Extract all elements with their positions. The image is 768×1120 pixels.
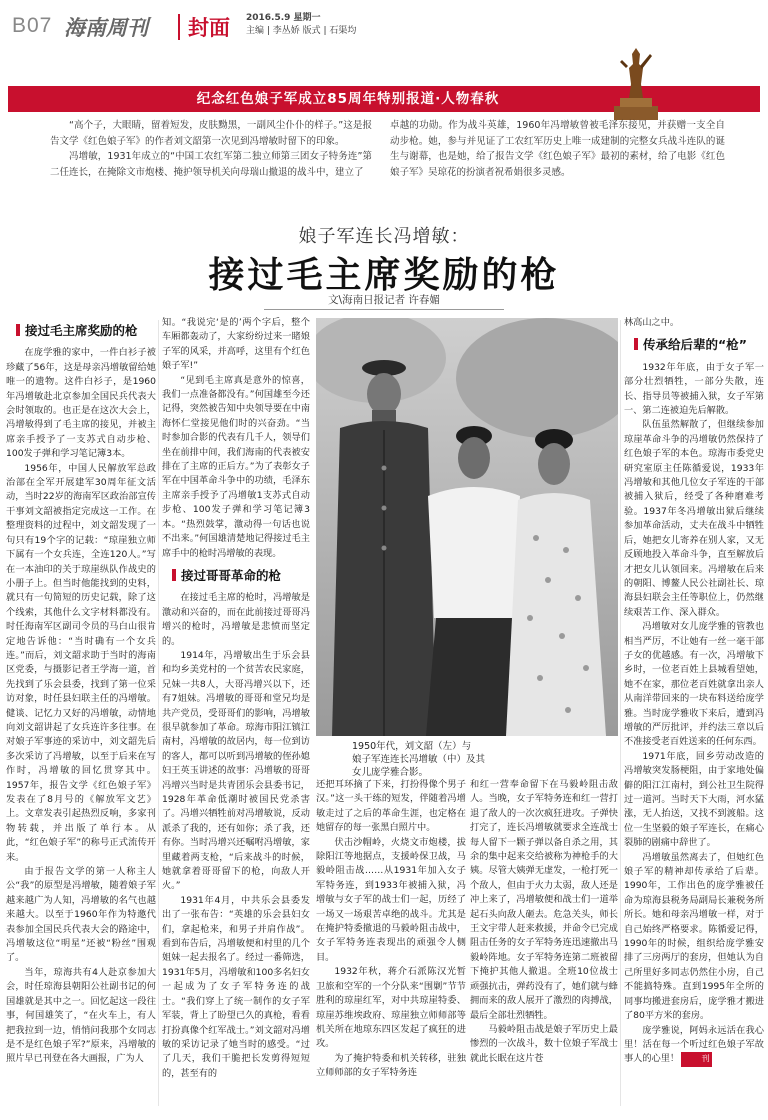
headline-title: 接过毛主席奖励的枪 <box>208 255 560 296</box>
article-paragraph: 冯增敏虽然离去了，但她红色娘子军的精神却传承给了后辈。1990年，工作出色的庞学雅被任命为琼海县税务局副局长兼税务所所长。她和母亲冯增敏一样，对于自己始终严格要求。陈循爱记得，1990年的时候，组织给庞学雅安排了三房两厅的套房，但她认为自己所里好多同志仍然住小房，自己不能搞特殊。直到1995年全所的同事均搬进套房后，庞学雅才搬进了80平方米的套房。 <box>624 851 764 1022</box>
article-paragraph: 冯增敏对女儿庞学雅的管教也相当严厉，不让她有一丝一毫干部子女的优越感。有一次，冯增敏下乡时，一位老百姓上县城看望她，她不在家，那位老百姓就拿出亲人从南洋带回来的一块布料送给庞学雅。当时庞学雅收下来后，遭到冯增敏的严厉批评，并约法三章以后不准接受老百姓送来的任何东西。 <box>624 621 764 748</box>
section-heading: 接过哥哥革命的枪 <box>172 569 310 583</box>
article-paragraph: 1956年，中国人民解放军总政治部在全军开展建军30周年征文活动，当时22岁的海南军区政治部宣传干事刘文韶被指定完成这一工作。在整理资料的过程中，刘文韶发现了一句只有19个字的记载：“琼崖独立师下属有一个女兵连，全连120人。”写在一本油印的关于琼崖纵队作战史的小册子上。但当时他能找到的史料，就只有一句简短的历史记载，除了这个线索，其他什么文字材料都没有。时任海南军区副司令员的马白山很肯定地告诉他：“当时确有一个女兵连。”而后，刘文韶求助于当时的海南区党委，与摄影记者王学海一道，首先找到了乐会县委，找到了第一位采访对象，时任县妇联主任的冯增敏。健谈、记忆力又好的冯增敏，动情地向刘文韶讲起了女兵连许多往事。在对娘子军事迹的采访中，刘文韶先后多次采访了冯增敏，以至于后来在写作时，冯增敏的回忆贯穿其中。1957年，报告文学《红色娘子军》发表在了8月号的《解放军文艺》上。文章发表引起热烈反响，多家刊物转载，并出版了单行本。从此，“红色娘子军”的称号正式流传开来。 <box>6 462 156 863</box>
article-paragraph: 当年，琼海共有4人赴京参加大会，时任琼海县朝阳公社副书记的何国雄就是其中之一。回忆起这一段往事，何国雄笑了，“在火车上，有人把我拉到一边，悄悄问我那个女同志是不是红色娘子军?”原来，冯增敏的照片早已刊登在各大画报，广为人 <box>6 966 156 1065</box>
masthead-divider <box>178 14 180 40</box>
masthead-info <box>246 12 356 38</box>
article-column-5 <box>624 316 764 1112</box>
article-paragraph: 在接过毛主席的枪时，冯增敏是激动和兴奋的，而在此前接过哥哥冯增兴的枪时，冯增敏是悲愤而坚定的。 <box>162 592 310 647</box>
article-column-2 <box>162 316 310 1112</box>
article-paragraph: 伏击沙帽岭，火烧文市炮楼，拔除阳江等地据点，支援岭保卫战，马毅岭阻击战……从1931年加入女子军特务连，到1933年被捕入狱，冯增敏与女子军的战士们一起，历经了一场又一场艰苦卓绝的战斗。尤其是在掩护特委撤退的马毅岭阻击战中，女子军特务连表现出的顽强令人侧目。 <box>316 836 466 963</box>
article-column-4 <box>470 778 618 1112</box>
headline-kicker: 娘子军连长冯增敏： <box>298 226 470 247</box>
article-paragraph: 1971年底，回乡劳动改造的冯增敏突发肠梗阻，由于家地处偏僻的阳江江南村，到公社卫生院得过一道河。当时天下大雨，河水猛涨，无人抬送，又找不到渡船。这位一生坚毅的娘子军连长，在痛心裂肺的剧痛中辞世了。 <box>624 750 764 849</box>
article-paragraph: 队伍虽然解散了，但继续参加琼崖革命斗争的冯增敏仍然保持了红色娘子军的本色。琼海市委党史研究室原主任陈循爱说，1933年冯增敏和其他几位女子军连的干部被捕入狱后，经受了各种磨难考验。1937年冬冯增敏出狱后继续参加革命活动，丈夫在战斗中牺牲后，她把女儿寄养在别人家，又无反顾地投入革命斗争，直至解放后才把女儿认领回来。冯增敏在后来的朝阳、博鳌人民公社副社长、琼海县妇联会主任等职位上，仍然继续艰苦工作、深入群众。 <box>624 419 764 618</box>
statue-icon <box>606 44 666 122</box>
article-column-3 <box>316 778 466 1112</box>
issue-date: 2016.5.9 星期一 <box>246 13 321 23</box>
intro-left <box>50 118 372 202</box>
article-paragraph: 1914年，冯增敏出生于乐会县和均乡美党村的一个贫苦农民家庭，兄妹一共8人，大哥冯增兴以下，还有7姐妹。冯增敏的哥哥和堂兄均是共产党员，受哥哥们的影响，冯增敏很早就参加了革命。琼海市阳江镇江南村，冯增敏的故居内，每一位到访的客人，都可以听到冯增敏的侄孙媳妇王英玉讲述的故事：冯增敏的哥哥冯增兴当时是共青团乐会县委书记，1928年革命低潮时被国民党杀害了。冯增兴牺牲前对冯增敏说，反动派杀了我的，还有如你；杀了我，还有你。当时冯增兴还嘱咐冯增敏，家里藏着两支枪，“后来战斗的时候，她就拿着哥哥留下的枪，向敌人开火。” <box>162 649 310 892</box>
section-heading: 接过毛主席奖励的枪 <box>16 324 156 338</box>
article-paragraph: 1931年4月，中共乐会县委发出了一张布告：“英雄的乐会县妇女们，拿起枪来，和男子并肩作战”。看到布告后，冯增敏便和村里的几个姐妹一起去报名了。经过一番筛选，1931年5月，冯增敏和100多名妇女一起成为了女子军特务连的战士。“我们穿上了统一制作的女子军军装，背上了盼望已久的真枪，看看打扮真像个红军战士。”刘文韶对冯增敏的采访记录了她当时的感受。“过了几天，我们干脆把长发剪得短短的，甚至有的 <box>162 894 310 1079</box>
article-paragraph: 马毅岭阻击战是娘子军历史上最惨烈的一次战斗，数十位娘子军战士就此长眠在这片苍 <box>470 1023 618 1064</box>
article-column-1 <box>6 316 156 1112</box>
article-paragraph: 和红一营奉命留下在马毅岭阻击敌人。当晚，女子军特务连和红一营打退了敌人的一次次疯狂进攻。子弹快打完了，连长冯增敏就要求全连战士每人留下一颗子弹以备自杀之用，其余的集中起来交给被称为神枪手的大姨。尽管大姨弹无虚发，一枪打死一个敌人，但由于火力太弱，敌人还是冲上来了，冯增敏便和战士们一道举起石头向敌人砸去。危急关头，师长王文宇带人赶来救援，并命令已完成阻击任务的女子军特务连迅速撤出马毅岭阵地。女子军特务连第二班被留下掩护其他人撤退。全班10位战士顽强抗击，弹药没有了，她们就与蜂拥而来的敌人展开了激烈的肉搏战，最后全部壮烈牺牲。 <box>470 779 618 1021</box>
article-paragraph: 1932年秋，蒋介石派陈汉光暂卫旅和空军的一个分队来“围剿”节节胜利的琼崖红军，对中共琼崖特委、琼崖苏维埃政府、琼崖独立师师部等机关所在地琼东四区发起了疯狂的进攻。 <box>316 966 466 1050</box>
photo-caption <box>352 740 592 779</box>
article-paragraph: 知。“我说完‘是的’两个字后，整个车厢都轰动了，大家纷纷过来一睹娘子军的风采，并高呼，这里有个红色娘子军!” <box>162 317 310 372</box>
banner-title: 纪念红色娘子军成立85周年特别报道·人物春秋 <box>196 91 500 107</box>
masthead <box>8 8 760 44</box>
article-paragraph: 由于报告文学的第一人称主人公“我”的原型是冯增敏，随着娘子军越来越广为人知，冯增敏的名气也越来越大。以至于1960年作为特邀代表参加全国民兵代表大会的路途中，冯增敏这位“明星”还被“粉丝”围观了。 <box>6 866 156 964</box>
article-paragraph: 1932年年底，由于女子军一部分壮烈牺牲，一部分失散，连长、指导员等被捕入狱，女子军第一、第二连被迫先后解散。 <box>624 361 764 417</box>
intro-paragraph: 卓越的功勋。作为战斗英雄，1960年冯增敏曾被毛泽东接见，并获赠一支全自动步枪。她，参与并见证了工农红军历史上唯一成建制的完整女兵战斗连队的诞生与谢幕，也是她，给了报告文学《红色娘子军》最初的素材，给了电影《红色娘子军》吴琼花的扮演者祝希娟很多灵感。 <box>390 120 725 178</box>
photo-image <box>316 318 618 736</box>
byline: 文\海南日报记者 许春媚 <box>0 292 768 307</box>
article-paragraph: 林高山之中。 <box>624 317 680 328</box>
article-paragraph: 还把耳环摘了下来，打扮得像个男子汉。”这一头干练的短发，伴随着冯增敏走过了之后的革命生涯，也定格在她留存的每一张黑白照片中。 <box>316 779 466 834</box>
closing-sentence: 庞学雅说，阿妈永远活在我心里！活在每一个听过红色娘子军故事人的心里！ <box>624 1024 764 1065</box>
intro-right <box>390 118 725 202</box>
section-heading: 传承给后辈的“枪” <box>634 338 764 352</box>
section-name: 封面 <box>188 16 230 40</box>
historic-photo <box>316 318 618 736</box>
intro-paragraph: 冯增敏，1931年成立的“中国工农红军第二独立师第三团女子特务连”第二任连长，在掩除文市炮楼、掩护领导机关向母瑞山撤退的战斗中，建立了 <box>50 151 372 178</box>
article-paragraph <box>624 1024 764 1067</box>
page-number: B07 <box>12 14 53 37</box>
article-paragraph: “见到毛主席真是意外的惊喜，我们一点准备都没有。”何国雄至今还记得，突然被告知中央领导要在中南海怀仁堂接见他们时的兴奋劲。“当时参加合影的代表有几千人，领导们坐在前排中间，我们海南的代表被安排在了主席的正后方。”为了表彰女子军在中国革命斗争中的功绩，毛泽东主席亲手授予了冯增敏1支苏式自动步枪、100发子弹和学习笔记簿3本。“热烈鼓掌，激动得一句话也说不出来。”何国雄清楚地记得接过毛主席手中的枪时冯增敏的表现。 <box>162 374 310 559</box>
caption-line: 1950年代，刘文韶（左）与 <box>352 741 472 752</box>
article-paragraph: 为了掩护特委和机关转移，驻独立师师部的女子军特务连 <box>316 1052 466 1079</box>
article-paragraph: 在庞学雅的家中，一件白衫子被珍藏了56年，这是母亲冯增敏留给她唯一的遗物。这件白衫子，是1960年冯增敏赴北京参加全国民兵代表大会时领取的。也正是在这次大会上，冯增敏得到了毛主席的接见，并被主席亲手授予了一支苏式自动步枪、100发子弹和学习笔记簿3本。 <box>6 347 156 460</box>
intro-paragraph: “高个子，大眼睛，留着短发，皮肤黝黑，一副风尘仆仆的样子。”这是报告文学《红色娘子军》的作者刘文韶第一次见到冯增敏时留下的印象。 <box>50 120 372 147</box>
paper-name-logo: 海南周刊 <box>64 15 148 40</box>
end-mark: 刊 <box>681 1052 711 1066</box>
editor-credits: 主编 | 李丛娇 版式 | 石渠均 <box>246 26 357 36</box>
column-rule <box>158 320 159 1106</box>
column-rule <box>620 320 621 1106</box>
caption-line: 娘子军连连长冯增敏（中）及其 <box>352 754 486 765</box>
caption-line: 女儿庞学雅合影。 <box>352 767 429 778</box>
